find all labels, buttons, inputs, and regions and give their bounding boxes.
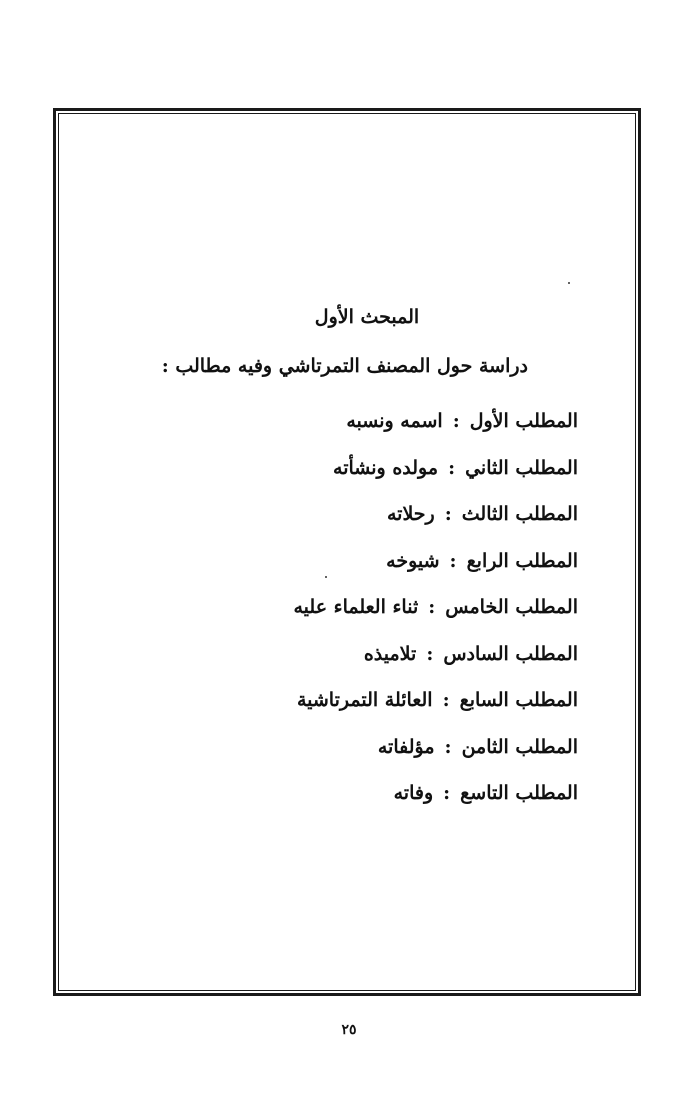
topic-label: المطلب التاسع xyxy=(460,782,578,805)
topic-value: شيوخه xyxy=(386,549,440,572)
section-title-text: المبحث الأول xyxy=(314,306,420,328)
topic-label: المطلب الثاني xyxy=(465,456,578,479)
page-number: ٢٥ xyxy=(341,1022,357,1038)
topic-value: العائلة التمرتاشية xyxy=(296,689,433,712)
topic-label: المطلب الأول xyxy=(469,410,578,433)
topic-label: المطلب السادس xyxy=(443,642,578,665)
topic-label: المطلب الثالث xyxy=(461,503,578,526)
topic-separator: : xyxy=(428,596,436,619)
topic-value: تلاميذه xyxy=(363,642,417,665)
topic-separator: : xyxy=(426,642,434,665)
list-item xyxy=(293,724,578,771)
section-title xyxy=(53,306,641,328)
topic-separator: : xyxy=(444,735,452,758)
topic-separator: : xyxy=(452,410,460,433)
list-item xyxy=(293,584,578,631)
intro-line: دراسة حول المصنف التمرتاشي وفيه مطالب : xyxy=(161,355,528,377)
list-item xyxy=(293,491,578,538)
topic-value: ثناء العلماء عليه xyxy=(293,596,419,619)
scan-speck xyxy=(568,282,570,284)
topic-value: اسمه ونسبه xyxy=(346,410,443,433)
topic-label: المطلب الرابع xyxy=(466,549,578,572)
topic-label: المطلب السابع xyxy=(459,689,578,712)
topic-value: رحلاته xyxy=(387,503,435,526)
topic-separator: : xyxy=(443,782,451,805)
topic-value: مولده ونشأته xyxy=(333,456,439,479)
list-item xyxy=(293,445,578,492)
list-item xyxy=(293,398,578,445)
topic-value: مؤلفاته xyxy=(377,735,435,758)
list-item xyxy=(293,770,578,817)
topic-separator: : xyxy=(444,503,452,526)
list-item xyxy=(293,677,578,724)
topic-label: المطلب الثامن xyxy=(461,735,578,758)
topic-separator: : xyxy=(449,549,457,572)
topic-value: وفاته xyxy=(393,782,434,805)
topic-list xyxy=(293,398,578,817)
topic-separator: : xyxy=(442,689,450,712)
topic-label: المطلب الخامس xyxy=(445,596,578,619)
topic-separator: : xyxy=(448,456,456,479)
list-item xyxy=(293,538,578,585)
list-item xyxy=(293,631,578,678)
